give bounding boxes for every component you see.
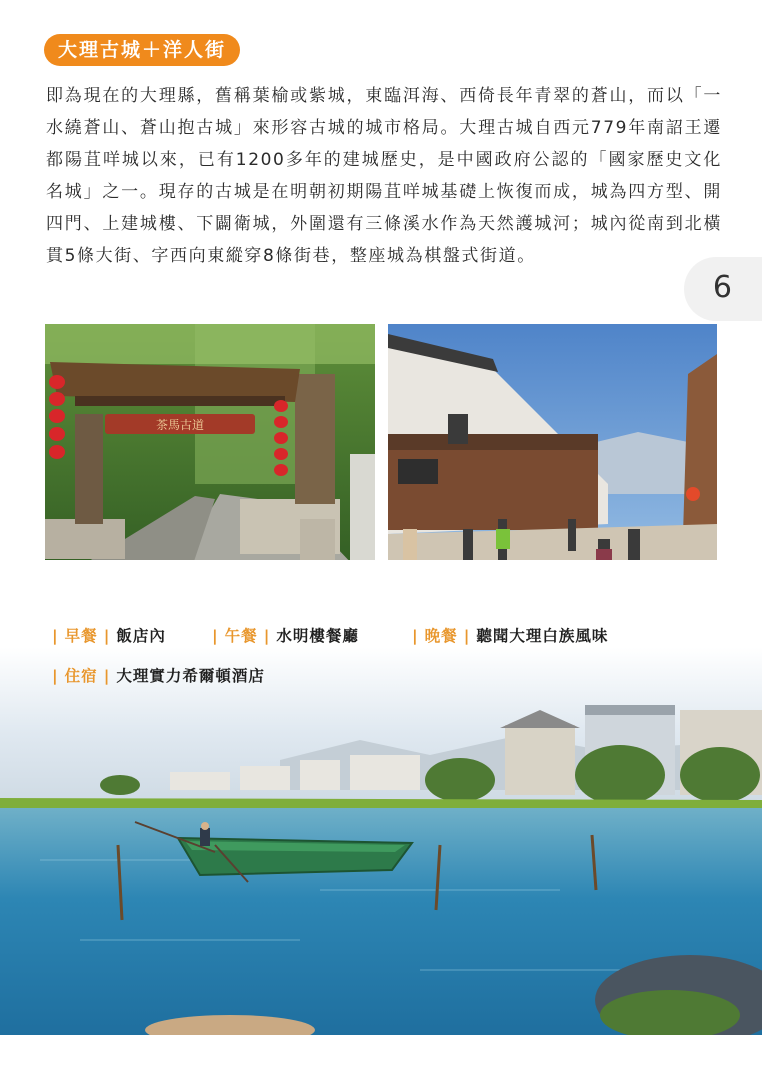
bottom-margin <box>0 1035 762 1080</box>
breakfast-value: 飯店內 <box>116 627 166 645</box>
lunch-value: 水明樓餐廳 <box>276 627 359 645</box>
gate-sign-text: 茶馬古道 <box>155 418 205 432</box>
dinner-item: | 晚餐 | 聽聞大理白族風味 <box>412 627 609 645</box>
breakfast-item: | 早餐 | 飯店內 <box>52 627 166 645</box>
stay-value: 大理實力希爾頓酒店 <box>116 667 265 685</box>
breakfast-label: 早餐 <box>64 627 98 645</box>
page-number: 6 <box>712 270 732 305</box>
lunch-item: | 午餐 | 水明樓餐廳 <box>212 627 359 645</box>
dinner-label: 晚餐 <box>424 627 458 645</box>
lunch-label: 午餐 <box>224 627 258 645</box>
intro-paragraph: 即為現在的大理縣，舊稱葉榆或紫城，東臨洱海、西倚長年青翠的蒼山，而以「一水繞蒼山、蒼山抱古城」來形容古城的城市格局。大理古城自西元779年南詔王遷都陽苴咩城以來，已有1200多年的建城歷史，是中國政府公認的「國家歷史文化名城」之一。現存的古城是在明朝初期陽苴咩城基礎上恢復而成，城為四方型、開四門、上建城樓、下闢衛城，外圍還有三條溪水作為天然護城河；城內從南到北橫貫5條大街、字西向東縱穿8條街巷，整座城為棋盤式街道。 <box>46 86 722 266</box>
stay-label: 住宿 <box>64 667 98 685</box>
photo-old-town-gate <box>45 324 375 588</box>
photo-foreigner-street <box>388 324 717 588</box>
dinner-value: 聽聞大理白族風味 <box>476 627 609 645</box>
stay-item: | 住宿 | 大理實力希爾頓酒店 <box>52 667 265 685</box>
section-title: 大理古城＋洋人街 <box>44 34 240 66</box>
